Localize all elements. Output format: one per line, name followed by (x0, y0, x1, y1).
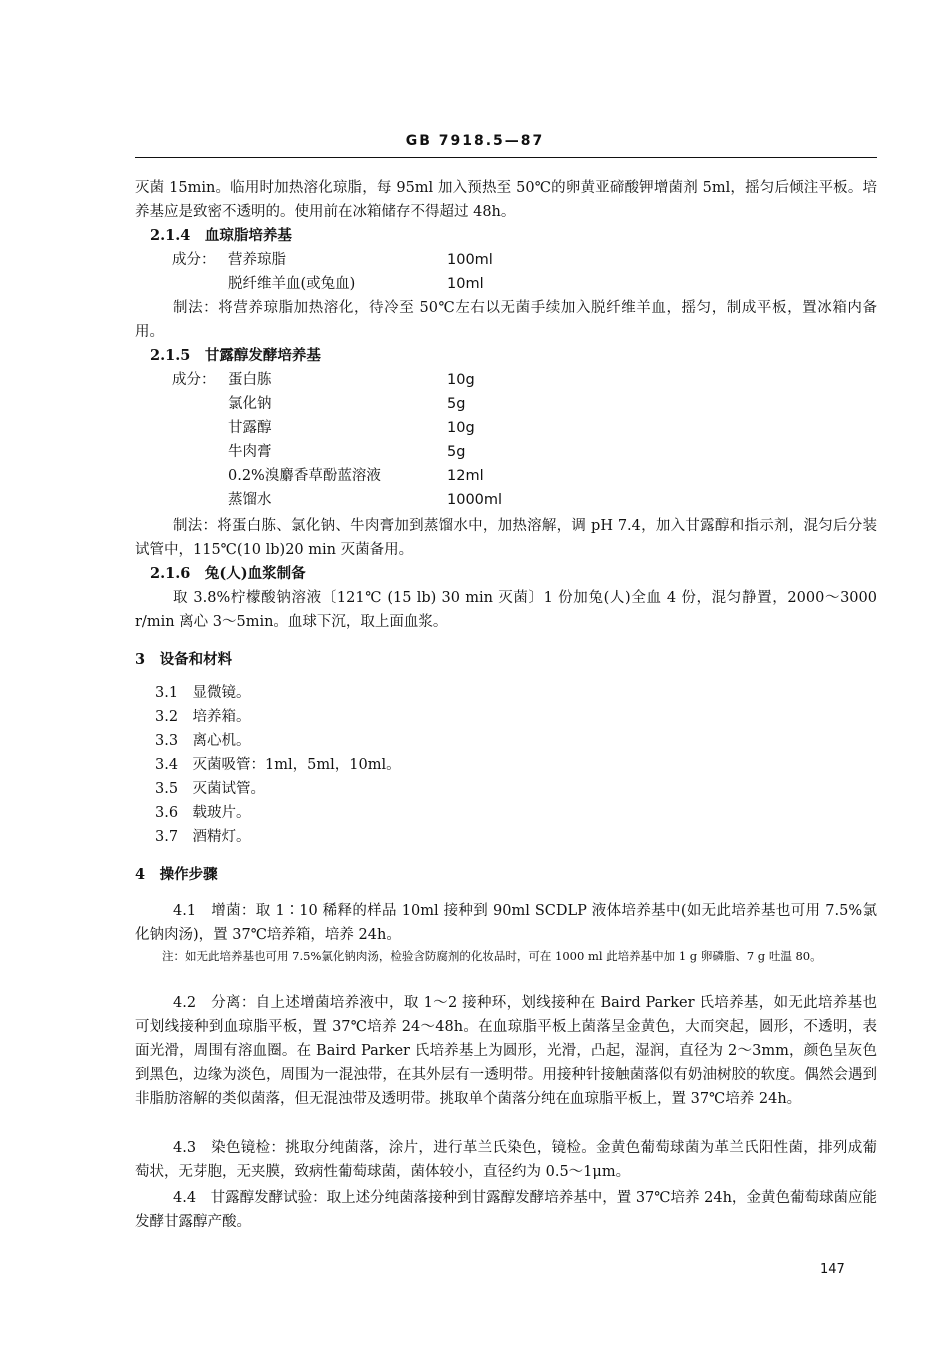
section-3-heading: 3 设备和材料 (135, 651, 233, 668)
ingredient-name: 牛肉膏 (228, 444, 272, 460)
ingredient-amount: 5g (447, 444, 466, 460)
ingredients-label: 成分： (172, 372, 216, 388)
method-2-1-4: 制法：将营养琼脂加热溶化，待冷至 50℃左右以无菌手续加入脱纤维羊血，摇匀，制成平板，置冰箱内备用。 (135, 300, 877, 340)
ingredient-amount: 100ml (447, 252, 493, 268)
equipment-item: 3.6 载玻片。 (155, 805, 251, 821)
section-4-heading: 4 操作步骤 (135, 866, 218, 883)
equipment-item: 3.5 灭菌试管。 (155, 781, 266, 797)
header-rule (135, 157, 877, 158)
page-number: 147 (820, 1262, 845, 1277)
equipment-item: 3.4 灭菌吸管：1ml，5ml，10ml。 (155, 757, 401, 773)
method-2-1-5: 制法：将蛋白胨、氯化钠、牛肉膏加到蒸馏水中，加热溶解，调 pH 7.4，加入甘露醇和指示剂，混匀后分装试管中，115℃(10 lb)20 min 灭菌备用。 (135, 518, 877, 558)
step-4-4-mannitol: 4.4 甘露醇发酵试验：取上述分纯菌落接种到甘露醇发酵培养基中，置 37℃培养 24h，金黄色葡萄球菌应能发酵甘露醇产酸。 (135, 1190, 877, 1230)
ingredient-name: 营养琼脂 (228, 252, 286, 268)
ingredient-amount: 10ml (447, 276, 484, 292)
section-2-1-4-heading: 2.1.4 血琼脂培养基 (150, 227, 292, 244)
section-2-1-6-heading: 2.1.6 兔(人)血浆制备 (150, 565, 306, 582)
equipment-item: 3.7 酒精灯。 (155, 829, 251, 845)
ingredient-name: 蒸馏水 (228, 492, 272, 508)
ingredient-name: 脱纤维羊血(或兔血) (228, 276, 356, 292)
ingredient-name: 0.2%溴麝香草酚蓝溶液 (228, 468, 381, 484)
ingredient-amount: 5g (447, 396, 466, 412)
equipment-item: 3.3 离心机。 (155, 733, 251, 749)
section-2-1-5-heading: 2.1.5 甘露醇发酵培养基 (150, 347, 321, 364)
step-4-1-enrichment: 4.1 增菌：取 1∶10 稀释的样品 10ml 接种到 90ml SCDLP 液体培养基中(如无此培养基也可用 7.5%氯化钠肉汤)，置 37℃培养箱，培养 24h。 (135, 903, 877, 943)
ingredient-name: 蛋白胨 (228, 372, 272, 388)
ingredient-name: 甘露醇 (228, 420, 272, 436)
ingredient-name: 氯化钠 (228, 396, 272, 412)
standard-header: GB 7918.5—87 (405, 133, 545, 149)
step-4-3-staining: 4.3 染色镜检：挑取分纯菌落，涂片，进行革兰氏染色，镜检。金黄色葡萄球菌为革兰氏阳性菌，排列成葡萄状，无芽胞，无夹膜，致病性葡萄球菌，菌体较小，直径约为 0.5～1μm。 (135, 1140, 877, 1180)
ingredient-amount: 12ml (447, 468, 484, 484)
ingredients-label: 成分： (172, 252, 216, 268)
ingredient-amount: 1000ml (447, 492, 503, 508)
plasma-preparation-text: 取 3.8%柠檬酸钠溶液〔121℃ (15 lb) 30 min 灭菌〕1 份加兔(人)全血 4 份，混匀静置，2000～3000 r/min 离心 3～5min。血球下沉，取上面血浆。 (135, 590, 877, 630)
equipment-item: 3.2 培养箱。 (155, 709, 251, 725)
step-4-1-note: 注：如无此培养基也可用 7.5%氯化钠肉汤，检验含防腐剂的化妆品时，可在 1000 ml 此培养基中加 1 g 卵磷脂、7 g 吐温 80。 (162, 949, 822, 963)
equipment-item: 3.1 显微镜。 (155, 685, 251, 701)
ingredient-amount: 10g (447, 420, 475, 436)
paragraph-intro: 灭菌 15min。临用时加热溶化琼脂，每 95ml 加入预热至 50℃的卵黄亚碲酸钾增菌剂 5ml，摇匀后倾注平板。培养基应是致密不透明的。使用前在冰箱储存不得超过 48h。 (135, 180, 877, 220)
ingredient-amount: 10g (447, 372, 475, 388)
step-4-2-isolation: 4.2 分离：自上述增菌培养液中，取 1～2 接种环，划线接种在 Baird Parker 氏培养基，如无此培养基也可划线接种到血琼脂平板，置 37℃培养 24～48h。在血琼脂平板上菌落呈金黄色，大而突起，圆形，不透明，表面光滑，周围有溶血圈。在 Baird Parker 氏培养基上为圆形，光滑，凸起，湿润，直径为 2～3mm，颜色呈灰色到黑色，边缘为淡色，周围为一混浊带，在其外层有一透明带。用接种针接触菌落似有奶油树胶的软度。偶然会遇到非脂肪溶解的类似菌落，但无混浊带及透明带。挑取单个菌落分纯在血琼脂平板上，置 37℃培养 24h。 (135, 995, 877, 1107)
